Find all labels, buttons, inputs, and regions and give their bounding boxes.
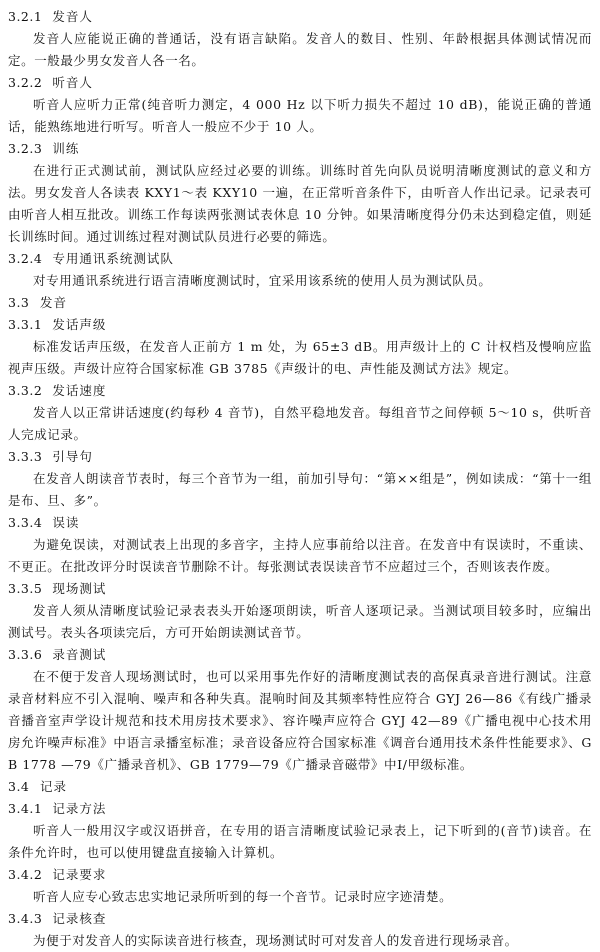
section-title: 训练: [52, 141, 80, 156]
section-number: 3.2.2: [8, 75, 43, 90]
section-number: 3.3.2: [8, 383, 43, 398]
section-heading-3-2-3: [8, 138, 592, 160]
section-heading-3-3-4: [8, 512, 592, 534]
paragraph: 标准发话声压级，在发音人正前方 1 m 处，为 65±3 dB。用声级计上的 C 计权档及慢响应监视声压级。声级计应符合国家标准 GB 3785《声级计的电、声性能及测试方法》规定。: [8, 339, 592, 376]
section-heading-3-2-4: [8, 248, 592, 270]
section-heading-3-4-2: [8, 864, 592, 886]
section-number: 3.2.1: [8, 9, 43, 24]
paragraph: 发音人应能说正确的普通话，没有语言缺陷。发音人的数目、性别、年龄根据具体测试情况而定。一般最少男女发音人各一名。: [8, 31, 592, 68]
section-number: 3.3.6: [8, 647, 43, 662]
paragraph: 听音人一般用汉字或汉语拼音，在专用的语言清晰度试验记录表上，记下听到的(音节)读音。在条件允许时，也可以使用键盘直接输入计算机。: [8, 823, 592, 860]
section-heading-3-4-1: [8, 798, 592, 820]
section-title: 发话速度: [52, 383, 107, 398]
section-number: 3.3.3: [8, 449, 43, 464]
section-number: 3.3: [8, 295, 30, 310]
section-title: 发音人: [52, 9, 93, 24]
section-heading-3-3-1: [8, 314, 592, 336]
section-title: 记录方法: [52, 801, 107, 816]
paragraph: 在不便于发音人现场测试时，也可以采用事先作好的清晰度测试表的高保真录音进行测试。注意录音材料应不引入混响、噪声和各种失真。混响时间及其频率特性应符合 GYJ 26—86《有线广播录音播音室声学设计规范和技术用房技术要求》、容许噪声应符合 GYJ 42—89《广播电视中心技术用房允许噪声标准》中语言录播室标准；录音设备应符合国家标准《调音台通用技术条件性能要求》、GB 1778 —79《广播录音机》、GB 1779—79《广播录音磁带》中Ⅰ/甲级标准。: [8, 669, 592, 772]
section-heading-3-4-3: [8, 908, 592, 930]
paragraph: 为避免误读，对测试表上出现的多音字，主持人应事前给以注音。在发音中有误读时，不重读、不更正。在批改评分时误读音节删除不计。每张测试表误读音节不应超过三个，否则该表作废。: [8, 537, 592, 574]
section-title: 记录: [40, 779, 68, 794]
section-heading-3-3-3: [8, 446, 592, 468]
section-number: 3.3.5: [8, 581, 43, 596]
paragraph: 在进行正式测试前，测试队应经过必要的训练。训练时首先向队员说明清晰度测试的意义和方法。男女发音人各读表 KXY1～表 KXY10 一遍，在正常听音条件下，由听音人作出记录。记录表可由听音人相互批改。训练工作每读两张测试表休息 10 分钟。如果清晰度得分仍未达到稳定值，则延长训练时间。通过训练过程对测试队员进行必要的筛选。: [8, 163, 592, 244]
section-title: 记录核查: [52, 911, 107, 926]
section-title: 听音人: [52, 75, 93, 90]
section-title: 引导句: [52, 449, 93, 464]
section-title: 发音: [40, 295, 68, 310]
section-number: 3.2.3: [8, 141, 43, 156]
section-number: 3.4.3: [8, 911, 43, 926]
section-title: 发话声级: [52, 317, 107, 332]
section-title: 录音测试: [52, 647, 107, 662]
section-heading-3-3-5: [8, 578, 592, 600]
section-heading-3-3-6: [8, 644, 592, 666]
section-title: 现场测试: [52, 581, 107, 596]
paragraph: 为便于对发音人的实际读音进行核查，现场测试时可对发音人的发音进行现场录音。: [33, 933, 518, 948]
paragraph: 在发音人朗读音节表时，每三个音节为一组，前加引导句：“第××组是”，例如读成：“第十一组是布、旦、多”。: [8, 471, 592, 508]
section-heading-3-2-2: [8, 72, 592, 94]
section-number: 3.4.2: [8, 867, 43, 882]
section-heading-3-3-2: [8, 380, 592, 402]
section-title: 专用通讯系统测试队: [52, 251, 174, 266]
section-number: 3.4.1: [8, 801, 43, 816]
paragraph: 听音人应听力正常(纯音听力测定，4 000 Hz 以下听力损失不超过 10 dB)，能说正确的普通话，能熟练地进行听写。听音人一般应不少于 10 人。: [8, 97, 592, 134]
section-number: 3.3.4: [8, 515, 43, 530]
section-number: 3.2.4: [8, 251, 43, 266]
paragraph: 听音人应专心致志忠实地记录所听到的每一个音节。记录时应字迹清楚。: [33, 889, 453, 904]
section-title: 误读: [52, 515, 80, 530]
section-title: 记录要求: [52, 867, 107, 882]
section-heading-3-4: [8, 776, 592, 798]
section-number: 3.3.1: [8, 317, 43, 332]
section-heading-3-3: [8, 292, 592, 314]
section-number: 3.4: [8, 779, 30, 794]
paragraph: 发音人以正常讲话速度(约每秒 4 音节)，自然平稳地发音。每组音节之间停顿 5～10 s，供听音人完成记录。: [8, 405, 592, 442]
paragraph: 对专用通讯系统进行语言清晰度测试时，宜采用该系统的使用人员为测试队员。: [33, 273, 492, 288]
paragraph: 发音人须从清晰度试验记录表表头开始逐项朗读，听音人逐项记录。当测试项目较多时，应编出测试号。表头各项读完后，方可开始朗读测试音节。: [8, 603, 592, 640]
section-heading-3-2-1: [8, 6, 592, 28]
